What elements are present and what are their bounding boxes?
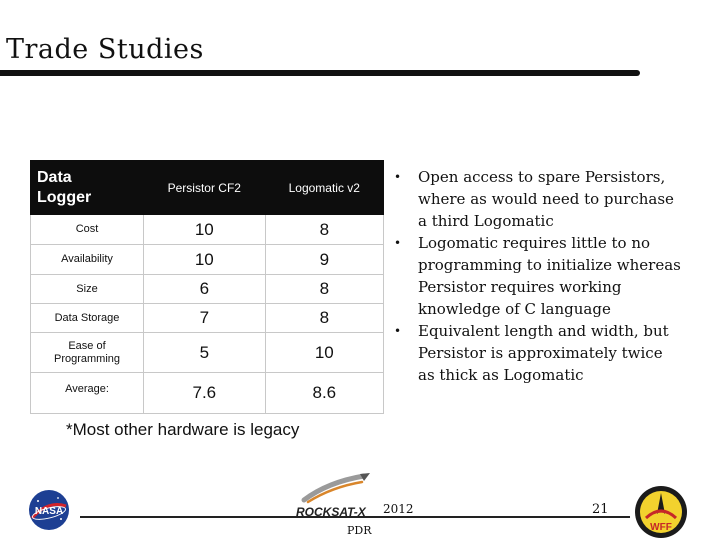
table-header-row (31, 161, 384, 215)
footer-year: 2012 (383, 502, 414, 516)
table-cell: 7.6 (144, 373, 266, 414)
table-row (31, 215, 384, 245)
table-cell: 8 (265, 304, 383, 333)
legacy-hardware-note: *Most other hardware is legacy (66, 420, 300, 439)
page-number: 21 (592, 502, 609, 517)
table-row (31, 275, 384, 304)
svg-text:ROCKSAT-X: ROCKSAT-X (296, 505, 366, 519)
bullet-list (392, 166, 714, 386)
table-row (31, 373, 384, 414)
table-cell: 10 (144, 215, 266, 245)
table-cell: 6 (144, 275, 266, 304)
table-cell: 10 (265, 333, 383, 373)
table-cell: 5 (144, 333, 266, 373)
title-underline (0, 70, 640, 76)
table-corner-header: Data Logger (31, 161, 144, 215)
table-cell: 7 (144, 304, 266, 333)
row-label-cost: Cost (31, 215, 144, 245)
bullet-item: • Equivalent length and width, but Persistor is approximately twice as thick as Logomatic (394, 322, 669, 384)
column-header-persistor: Persistor CF2 (144, 161, 266, 215)
bullet-item: • Logomatic requires little to no programming to initialize whereas Persistor requires working knowledge of C language (394, 234, 681, 318)
nasa-logo (26, 488, 72, 532)
bullet-marker: • (394, 324, 402, 338)
trade-study-table (30, 160, 384, 414)
bullet-marker: • (394, 170, 402, 184)
row-label-size: Size (31, 275, 144, 304)
table-row (31, 304, 384, 333)
row-label-data-storage: Data Storage (31, 304, 144, 333)
table-cell: 8.6 (265, 373, 383, 414)
row-label-availability: Availability (31, 245, 144, 275)
table-row (31, 245, 384, 275)
table-cell: 8 (265, 275, 383, 304)
svg-text:WFF: WFF (650, 522, 672, 533)
row-label-ease-of-programming: Ease of Programming (31, 333, 144, 373)
slide-title: Trade Studies (6, 34, 204, 65)
table-cell: 10 (144, 245, 266, 275)
table-cell: 9 (265, 245, 383, 275)
wff-logo (632, 484, 690, 540)
bullet-marker: • (394, 236, 402, 250)
footer-pdr-label: PDR (347, 524, 372, 537)
rocksat-logo (290, 472, 390, 520)
svg-text:NASA: NASA (34, 506, 64, 517)
bullet-item: • Open access to spare Persistors, where as would need to purchase a third Logomatic (394, 168, 674, 230)
table-cell: 8 (265, 215, 383, 245)
table-row (31, 333, 384, 373)
row-label-average: Average: (31, 373, 144, 414)
column-header-logomatic: Logomatic v2 (265, 161, 383, 215)
